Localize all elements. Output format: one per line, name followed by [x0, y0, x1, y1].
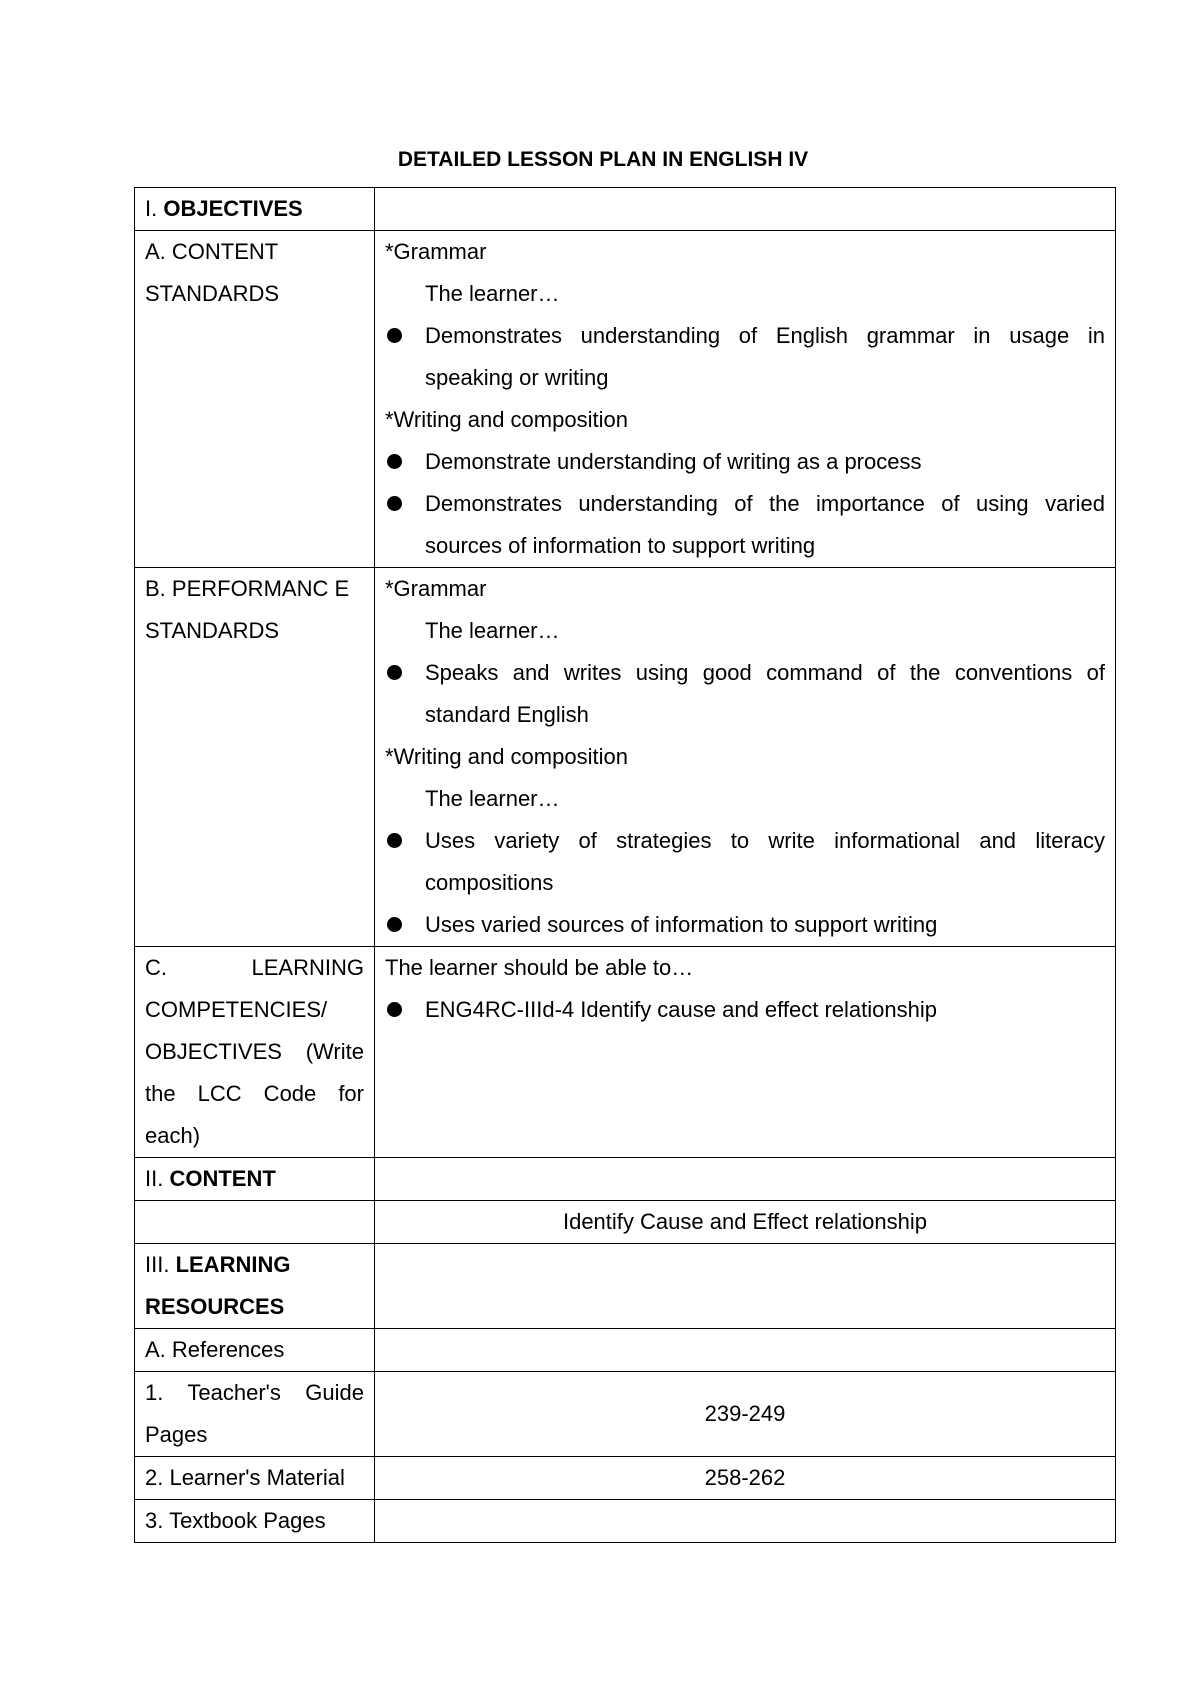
- content-standards-label: A. CONTENT STANDARDS: [135, 231, 375, 568]
- row-learning-competencies: [135, 947, 1116, 1158]
- bullet-icon: [387, 665, 402, 680]
- competencies-intro: The learner should be able to…: [385, 955, 694, 980]
- lesson-plan-table: [134, 187, 1116, 1543]
- row-teachers-guide: [135, 1372, 1116, 1457]
- learning-resources-label: III. LEARNING RESOURCES: [135, 1244, 375, 1329]
- row-textbook-pages: [135, 1500, 1116, 1543]
- teachers-guide-label: 1. Teacher's Guide Pages: [135, 1372, 375, 1457]
- learners-material-label: 2. Learner's Material: [135, 1457, 375, 1500]
- teachers-guide-pages: 239-249: [375, 1372, 1116, 1457]
- row-content-standards: [135, 231, 1116, 568]
- content-label: II. CONTENT: [135, 1158, 375, 1201]
- list-item: ENG4RC-IIId-4 Identify cause and effect relationship: [385, 989, 1105, 1031]
- row-references: [135, 1329, 1116, 1372]
- learner-intro: The learner…: [425, 618, 560, 643]
- list-item: Demonstrates understanding of English grammar in usage in speaking or writing: [385, 315, 1105, 399]
- learning-resources-value: [375, 1244, 1116, 1329]
- learner-intro: The learner…: [425, 786, 560, 811]
- writing-list: [385, 441, 1105, 567]
- content-standards-value: [375, 231, 1116, 568]
- row-objectives: [135, 188, 1116, 231]
- bullet-icon: [387, 1002, 402, 1017]
- performance-standards-value: [375, 568, 1116, 947]
- textbook-pages-label: 3. Textbook Pages: [135, 1500, 375, 1543]
- performance-standards-label: B. PERFORMANC E STANDARDS: [135, 568, 375, 947]
- grammar-list: [385, 315, 1105, 399]
- document-title: DETAILED LESSON PLAN IN ENGLISH IV: [397, 148, 809, 171]
- list-item: Uses varied sources of information to support writing: [385, 904, 1105, 946]
- row-content-topic: [135, 1201, 1116, 1244]
- objectives-label: I. OBJECTIVES: [135, 188, 375, 231]
- list-item: Demonstrates understanding of the importance of using varied sources of information to support writing: [385, 483, 1105, 567]
- grammar-heading: *Grammar: [385, 576, 487, 601]
- list-item: Uses variety of strategies to write informational and literacy compositions: [385, 820, 1105, 904]
- list-item: Demonstrate understanding of writing as a process: [385, 441, 1105, 483]
- grammar-list: [385, 652, 1105, 736]
- content-topic: Identify Cause and Effect relationship: [375, 1201, 1116, 1244]
- competencies-list: [385, 989, 1105, 1031]
- row-learners-material: [135, 1457, 1116, 1500]
- writing-heading: *Writing and composition: [385, 744, 628, 769]
- bullet-icon: [387, 454, 402, 469]
- learning-competencies-value: [375, 947, 1116, 1158]
- references-label: A. References: [135, 1329, 375, 1372]
- writing-list: [385, 820, 1105, 946]
- bullet-icon: [387, 917, 402, 932]
- objectives-heading: OBJECTIVES: [163, 196, 303, 221]
- bullet-icon: [387, 496, 402, 511]
- row-learning-resources: [135, 1244, 1116, 1329]
- learning-resources-heading: LEARNING RESOURCES: [145, 1252, 291, 1319]
- content-value: [375, 1158, 1116, 1201]
- bullet-icon: [387, 328, 402, 343]
- learning-competencies-label: C. LEARNING COMPETENCIES/ OBJECTIVES (Write the LCC Code for each): [135, 947, 375, 1158]
- textbook-pages-value: [375, 1500, 1116, 1543]
- objectives-value: [375, 188, 1116, 231]
- content-heading: CONTENT: [169, 1166, 276, 1191]
- row-content: [135, 1158, 1116, 1201]
- content-topic-label: [135, 1201, 375, 1244]
- grammar-heading: *Grammar: [385, 239, 487, 264]
- list-item: Speaks and writes using good command of the conventions of standard English: [385, 652, 1105, 736]
- learners-material-pages: 258-262: [375, 1457, 1116, 1500]
- learner-intro: The learner…: [425, 281, 560, 306]
- bullet-icon: [387, 833, 402, 848]
- row-performance-standards: [135, 568, 1116, 947]
- writing-heading: *Writing and composition: [385, 407, 628, 432]
- references-value: [375, 1329, 1116, 1372]
